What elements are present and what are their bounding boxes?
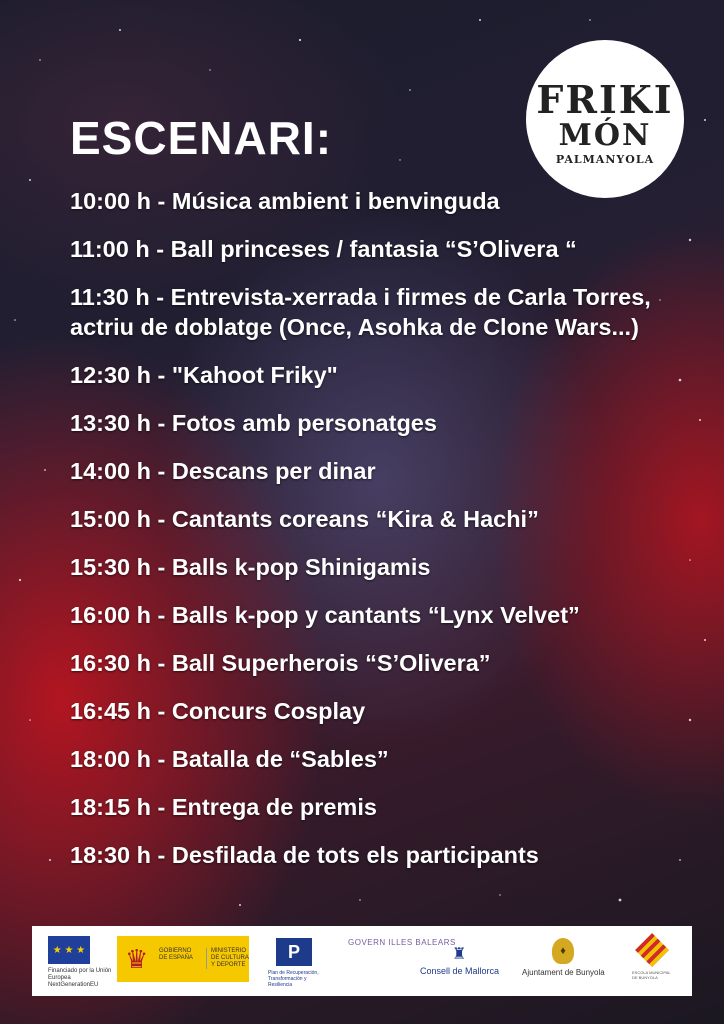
schedule-item: 11:30 h - Entrevista-xerrada i firmes de Carla Torres, actriu de doblatge (Once, Asohka de Clone Wars...) (70, 284, 651, 340)
escola-diamond-icon (635, 933, 669, 967)
escola-logo-text: ESCOLA MUNICIPAL DE BUNYOLA (632, 970, 671, 980)
eu-flag-icon: ★ ★ ★ (48, 936, 90, 964)
gobierno-text: GOBIERNO DE ESPAÑA (159, 948, 193, 961)
page-title: ESCENARI: (70, 112, 333, 164)
bunyola-crest-icon: ♦ (552, 938, 574, 964)
gobierno-espana-logo (117, 936, 249, 982)
schedule-item: 16:45 h - Concurs Cosplay (70, 698, 366, 724)
schedule-list (70, 186, 710, 888)
ministerio-text: MINISTERIO DE CULTURA Y DEPORTE (206, 948, 253, 969)
frikimon-logo (526, 40, 684, 198)
govern-balears-logo: GOVERN ILLES BALEARS (348, 938, 456, 947)
plan-recuperacion-icon: P (276, 938, 312, 966)
schedule-item: 12:30 h - "Kahoot Friky" (70, 362, 338, 388)
consell-mallorca-logo: Consell de Mallorca (420, 966, 500, 976)
consell-crest-icon: ♜ (452, 946, 467, 963)
schedule-item: 15:00 h - Cantants coreans “Kira & Hachi” (70, 506, 539, 532)
schedule-item: 18:15 h - Entrega de premis (70, 794, 377, 820)
plan-recuperacion-text: Plan de Recuperación, Transformación y Resiliencia (268, 970, 319, 988)
schedule-item: 16:30 h - Ball Superherois “S’Olivera” (70, 650, 491, 676)
ajuntament-bunyola-logo: Ajuntament de Bunyola (522, 968, 605, 977)
logo-line-1: FRIKI (536, 77, 674, 122)
schedule-item: 13:30 h - Fotos amb personatges (70, 410, 437, 436)
schedule-item: 16:00 h - Balls k-pop y cantants “Lynx Velvet” (70, 602, 580, 628)
logo-line-3: PALMANYOLA (555, 153, 655, 166)
schedule-item: 18:00 h - Batalla de “Sables” (70, 746, 389, 772)
schedule-item: 10:00 h - Música ambient i benvinguda (70, 188, 500, 214)
schedule-item: 14:00 h - Descans per dinar (70, 458, 376, 484)
schedule-item: 18:30 h - Desfilada de tots els participants (70, 842, 539, 868)
schedule-item: 11:00 h - Ball princeses / fantasia “S’Olivera “ (70, 236, 577, 262)
logo-line-2: MÓN (558, 118, 652, 153)
schedule-item: 15:30 h - Balls k-pop Shinigamis (70, 554, 431, 580)
spain-crest-icon: ♛ (125, 944, 149, 974)
sponsor-logos-bar (32, 926, 692, 996)
eu-logo-text: Financiado por la Unión Europea NextGenerationEU (48, 968, 112, 988)
